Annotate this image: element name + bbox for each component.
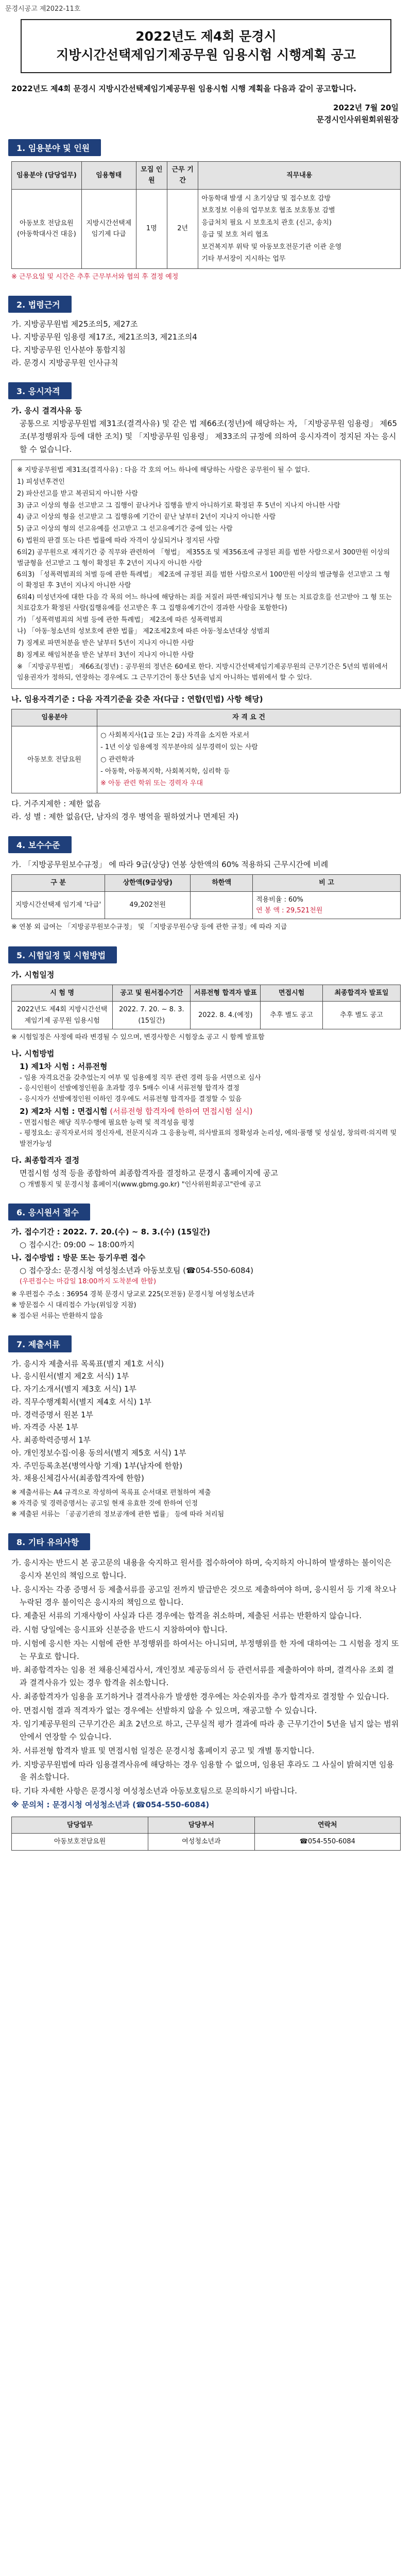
qualification-table: [11, 709, 401, 793]
cell-period: 2년: [167, 189, 198, 268]
s4-a: 가. 「지방공무원보수규정」 에 따라 9급(상당) 연봉 상한액의 60% 적용하되 근무시간에 비례: [11, 860, 329, 870]
s6-a: 가. 접수기간 : 2022. 7. 20.(수) ~ 8. 3.(수) (15일간): [11, 1227, 211, 1237]
section-1: [0, 139, 412, 282]
cell-task: 아동보호전담요원: [12, 1834, 148, 1850]
col-dept: 담당부서: [148, 1817, 254, 1833]
section-2: [0, 296, 412, 369]
req-item: - 1년 이상 임용예정 직무분야의 실무경력이 있는 사람: [100, 743, 258, 752]
table-row: [12, 726, 401, 793]
col-phone: 연락처: [254, 1817, 400, 1833]
section-3-heading: 3. 응시자격: [8, 382, 72, 399]
col-lower: 하한액: [191, 875, 253, 891]
section-6: [0, 1204, 412, 1321]
note-line: 1) 피성년후견인: [17, 478, 65, 486]
section-3: [0, 382, 412, 823]
duty-item: 기타 부서장이 지시하는 업무: [201, 255, 286, 263]
section-7: [0, 1335, 412, 1520]
s6-a-time: ○ 접수시간: 09:00 ~ 18:00까지: [20, 1240, 135, 1250]
note-line: 5) 금고 이상의 형의 선고유예를 선고받고 그 선고유예기간 중에 있는 사람: [17, 525, 233, 533]
section-7-heading: 7. 제출서류: [8, 1335, 72, 1352]
duty-item: 보건복지부 위탁 및 아동보호전문기관 이관 운영: [201, 243, 342, 251]
s5-a: 가. 시험일정: [11, 970, 55, 980]
s5-b2-highlight: (서류전형 합격자에 한하여 면접시험 실시): [110, 1106, 253, 1116]
doc-item: 나. 응시원서(별지 제2호 서식) 1부: [11, 1371, 129, 1381]
law-item: 다. 지방공무원 인사분야 통합지침: [11, 345, 126, 354]
s6-b-mail: (우편접수는 마감일 18:00까지 도착분에 한함): [20, 1278, 157, 1286]
col-period: 근무 기간: [167, 162, 198, 190]
note-line: 3) 금고 이상의 형을 선고받고 그 집행이 끝나거나 집행을 받지 아니하기로 확정된 후 5년이 지나지 아니한 사람: [17, 501, 340, 510]
section-1-heading: 1. 임용분야 및 인원: [8, 139, 101, 156]
cell-lower: [191, 891, 253, 919]
cell-count: 1명: [136, 189, 167, 268]
notice-number: 문경시공고 제2022-11호: [5, 5, 81, 13]
list-item: - 응시인원이 선발예정인원을 초과할 경우 5배수 이내 서류전형 합격자 결정: [20, 1084, 239, 1093]
caution-item: 사. 최종합격자가 임용을 포기하거나 결격사유가 발생한 경우에는 차순위자를 추가 합격자로 결정할 수 있습니다.: [11, 1691, 389, 1701]
col-type: 임용형태: [81, 162, 136, 190]
s5-c-note: ○ 개별통지 및 문경시청 홈페이지(www.gbmg.go.kr) "인사위원회공고"란에 공고: [20, 1180, 262, 1189]
duty-item: 응급 및 보호 처리 협조: [201, 231, 268, 239]
caution-item: 가. 응시자는 반드시 본 공고문의 내용을 숙지하고 원서를 접수하여야 하며, 숙지하지 아니하여 발생하는 불이익은 응시자 본인의 책임으로 합니다.: [11, 1558, 392, 1581]
list-item: - 면접시험은 해당 직무수행에 필요한 능력 및 적격성을 평정: [20, 1118, 195, 1127]
s4-note: ※ 연봉 외 급여는 「지방공무원보수규정」 및 「지방공무원수당 등에 관한 규정」에 따라 지급: [11, 923, 287, 931]
note-line: ※ 「지방공무원법」 제66조(정년) : 공무원의 정년은 60세로 한다. 지방시간선택제임기제공무원의 근무기간은 5년의 범위에서 임용권자가 정하되, 연장하는 경우에도 그 근무기간이 통산 5년을 넘지 아니하는 범위에서 할 수 있다.: [17, 663, 388, 682]
section-8: [0, 1533, 412, 1850]
cell-type: 지방시간선택제 임기제 다급: [81, 189, 136, 268]
intro-text: 2022년도 제4회 문경시 지방시간선택제임기제공무원 임용시험 시행 계획을 다음과 같이 공고합니다.: [11, 83, 356, 93]
s3-b: 나. 임용자격기준 : 다음 자격기준을 갖춘 자(다급 : 연합(민법) 사항 해당): [11, 694, 263, 704]
doc-item: 다. 자기소개서(별지 제3호 서식) 1부: [11, 1384, 137, 1394]
col-interview: 면접시험: [261, 985, 323, 1001]
note-item: 연 봉 액 : 29,521천원: [256, 906, 323, 914]
caution-item: 마. 시험에 응시한 자는 시험에 관한 부정행위를 하여서는 아니되며, 부정행위를 한 자에 대하여는 그 시험을 정지 또는 무효로 합니다.: [11, 1638, 399, 1661]
notice-org: 문경시인사위원회위원장: [316, 114, 399, 124]
doc-item: 바. 자격증 사본 1부: [11, 1422, 79, 1432]
col-task: 담당업무: [12, 1817, 148, 1833]
section-5-heading: 5. 시험일정 및 시험방법: [8, 946, 117, 963]
s5-note: ※ 시험일정은 사정에 따라 변경될 수 있으며, 변경사항은 시험장소 공고 시 함께 발표함: [11, 1033, 265, 1042]
note-line: 8) 징계로 해임처분을 받은 날부터 3년이 지나지 아니한 사람: [17, 651, 194, 659]
req-item: - 아동학, 아동복지학, 사회복지학, 심리학 등: [100, 767, 230, 775]
cell-dept: 여성청소년과: [148, 1834, 254, 1850]
s6-b-place: ○ 접수장소: 문경시청 여성청소년과 아동보호팀 (☎054-550-6084): [20, 1265, 253, 1275]
title-line-1: 2022년도 제4회 문경시: [135, 29, 277, 44]
duty-item: 응급처치 필요 시 보호조치 관호 (신고, 송치): [201, 218, 332, 227]
doc-note: ※ 제출서류는 A4 규격으로 작성하여 목록표 순서대로 편철하여 제출: [11, 1489, 211, 1497]
doc-note: ※ 자격증 및 경력증명서는 공고일 현재 유효한 것에 한하여 인정: [11, 1499, 198, 1507]
cell-reqs: [97, 726, 401, 793]
s3-d: 라. 성 별 : 제한 없음(단, 남자의 경우 병역을 필하였거나 면제된 자): [11, 811, 238, 821]
s6-note2: ※ 방문접수 시 대리접수 가능(위임장 지참): [11, 1301, 136, 1309]
section-4: [0, 836, 412, 933]
caution-item: 카. 지방공무원법에 따라 임용결격사유에 해당하는 경우 임용할 수 없으며, 임용된 후라도 그 사실이 밝혀지면 임용을 취소합니다.: [11, 1759, 394, 1782]
s5-b1: 1) 제1차 시험 : 서류전형: [20, 1061, 108, 1071]
cell-name: 2022년도 제4회 지방시간선택제임기제 공무원 임용시험: [12, 1002, 113, 1029]
section-2-heading: 2. 법령근거: [8, 296, 72, 313]
cell-field: 아동보호 전담요원: [12, 726, 97, 793]
s5-b2: 2) 제2차 시험 : 면접시험: [20, 1106, 108, 1116]
s6-b: 나. 접수방법 : 방문 또는 등기우편 접수: [11, 1252, 146, 1262]
doc-item: 사. 최종학력증명서 1부: [11, 1435, 91, 1445]
disqualification-note: [11, 460, 401, 689]
s6-note3: ※ 접수된 서류는 반환하지 않음: [11, 1312, 104, 1320]
cell-kind: 지방시간선택제 임기제 '다급': [12, 891, 105, 919]
doc-item: 자. 주민등록초본(병역사항 기재) 1부(남자에 한함): [11, 1461, 183, 1470]
schedule-table: [11, 985, 401, 1029]
col-field: 임용분야: [12, 709, 97, 726]
cell-interview: 추후 별도 공고: [261, 1002, 323, 1029]
caution-item: 아. 면접시험 결과 적격자가 없는 경우에는 선발하지 않을 수 있으며, 재공고할 수 있습니다.: [11, 1705, 317, 1715]
salary-table: [11, 874, 401, 919]
col-note: 비 고: [253, 875, 401, 891]
cell-duties: [198, 189, 401, 268]
cell-note: [253, 891, 401, 919]
cell-final: 추후 별도 공고: [322, 1002, 400, 1029]
note-line: 6) 법원의 판결 또는 다른 법률에 따라 자격이 상실되거나 정지된 사람: [17, 537, 220, 545]
caution-item: 라. 시험 당일에는 응시표와 신분증을 반드시 지참하여야 합니다.: [11, 1625, 228, 1635]
cell-phone: ☎054-550-6084: [254, 1834, 400, 1850]
cell-field: 아동보호 전담요원 (아동학대사건 대응): [12, 189, 82, 268]
col-reqs: 자 격 요 건: [97, 709, 401, 726]
notice-date: 2022년 7월 20일: [333, 103, 399, 112]
table-row: [12, 1002, 401, 1029]
col-field: 임용분야 (담당업무): [12, 162, 82, 190]
title-line-2: 지방시간선택제임기제공무원 임용시험 시행계획 공고: [56, 47, 356, 63]
table-row: [12, 891, 401, 919]
cell-notice: 2022. 7. 20. ~ 8. 3. (15일간): [113, 1002, 191, 1029]
req-item: ○ 관련학과: [100, 755, 134, 764]
doc-item: 차. 채용신체검사서(최종합격자에 한함): [11, 1473, 144, 1483]
note-item: 적용비율 : 60%: [256, 895, 303, 904]
doc-item: 가. 응시자 제출서류 목록표(별지 제1호 서식): [11, 1359, 164, 1368]
position-table: [11, 161, 401, 269]
note-line: ※ 지방공무원법 제31조(결격사유) : 다음 각 호의 어느 하나에 해당하는 사람은 공무원이 될 수 없다.: [17, 466, 310, 474]
section-8-heading: 8. 기타 유의사항: [8, 1533, 90, 1550]
req-item: ※ 아동 관련 학위 또는 경력자 우대: [100, 779, 203, 788]
cell-doc: 2022. 8. 4.(예정): [191, 1002, 261, 1029]
col-name: 시 험 명: [12, 985, 113, 1001]
caution-item: 차. 서류전형 합격자 발표 및 면접시험 일정은 문경시청 홈페이지 공고 및 개별 통지합니다.: [11, 1745, 315, 1755]
duty-item: 아동학대 발생 시 초기상담 및 접수보호 감방: [201, 194, 331, 202]
col-upper: 상한액(9급상당): [105, 875, 191, 891]
s5-b: 나. 시험방법: [11, 1049, 55, 1059]
contact-table: [11, 1817, 401, 1851]
note-line: 6의3) 「성폭력범죄의 처벌 등에 관한 특례법」 제2조에 규정된 죄를 범한 사람으로서 100만원 이상의 벌금형을 선고받고 그 형이 확정된 후 3년이 지나지 아니한 사람: [17, 571, 390, 590]
note-line: 6의2) 공무원으로 재직기간 중 직무와 관련하여 「형법」 제355조 및 제356조에 규정된 죄를 범한 사람으로서 300만원 이상의 벌금형을 선고받고 그 형이 확정된 후 2년이 지나지 아니한 사람: [17, 548, 390, 567]
s3-a-body: 공통으로 지방공무원법 제31조(결격사유) 및 같은 법 제66조(정년)에 해당하는 자, 「지방공무원 임용령」 제65조(부정행위자 등에 대한 조치) 및 「지방공무원 임용령」 제33조의 규정에 의하여 응시자격이 정지된 자는 응시할 수 없습니다.: [20, 419, 397, 454]
law-item: 나. 지방공무원 임용령 제17조, 제21조의3, 제21조의4: [11, 332, 197, 342]
col-doc: 서류전형 합격자 발표: [191, 985, 261, 1001]
s1-note: ※ 근무요일 및 시간은 추후 근무부서와 협의 후 결정 예정: [11, 273, 179, 281]
caution-item: 바. 최종합격자는 임용 전 채용신체검사서, 개인정보 제공동의서 등 관련서류를 제출하여야 하며, 결격사유 조회 결과 결격사유가 있는 경우 합격을 취소합니다.: [11, 1665, 394, 1688]
table-row: [12, 1834, 401, 1850]
caution-item: 나. 응시자는 각종 증명서 등 제출서류를 공고일 전까지 발급받은 것으로 제출하여야 하며, 응시원서 등 기재 착오나 누락된 경우 불이익은 응시자의 책임으로 합니다.: [11, 1584, 397, 1607]
note-line: 나) 「아동·청소년의 성보호에 관한 법률」 제2조제2호에 따른 아동·청소년대상 성범죄: [17, 628, 270, 636]
list-item: - 임용 자격요건을 갖추었는지 여부 및 임용예정 직무 관련 경력 등을 서면으로 심사: [20, 1074, 261, 1082]
cell-upper: 49,202천원: [105, 891, 191, 919]
list-item: - 응시자가 선발예정인원 이하인 경우에도 서류전형 합격자를 결정할 수 있음: [20, 1095, 242, 1104]
law-item: 가. 지방공무원법 제25조의5, 제27조: [11, 319, 138, 329]
s5-c-body: 면접시험 성적 등을 종합하여 최종합격자를 결정하고 문경시 홈페이지에 공고: [20, 1168, 278, 1178]
note-line: 6의4) 미성년자에 대한 다음 각 목의 어느 하나에 해당하는 죄를 저질러 파면·해임되거나 형 또는 치료감호를 선고받아 그 형 또는 치료감호가 확정된 사람(집행유예를 선고받은 후 그 집행유예기간이 경과한 사람을 포함한다): [17, 594, 392, 612]
s5-c: 다. 최종합격자 결정: [11, 1156, 80, 1165]
note-line: 가) 「성폭력범죄의 처벌 등에 관한 특례법」 제2조에 따른 성폭력범죄: [17, 616, 222, 624]
col-duties: 직무내용: [198, 162, 401, 190]
s6-note: ※ 우편접수 주소 : 36954 경북 문경시 당교로 225(모전동) 문경시청 여성청소년과: [11, 1291, 254, 1299]
req-item: ○ 사회복지사(1급 또는 2급) 자격을 소지한 자로서: [100, 731, 249, 739]
doc-note: ※ 제출된 서류는 「공공기관의 정보공개에 관한 법률」 등에 따라 처리됨: [11, 1510, 225, 1518]
date-org: [0, 95, 412, 126]
doc-item: 라. 직무수행계획서(별지 제4호 서식) 1부: [11, 1397, 151, 1406]
col-notice: 공고 및 원서접수기간: [113, 985, 191, 1001]
title-box: [21, 19, 391, 73]
note-line: 2) 파산선고를 받고 복권되지 아니한 사람: [17, 489, 138, 498]
duty-item: 보호정보 이용의 업무보호 협조 보호통보 감별: [201, 207, 335, 215]
s3-c: 다. 거주지제한 : 제한 없음: [11, 799, 101, 808]
list-item: - 평정요소: 공직자로서의 정신자세, 전문지식과 그 응용능력, 의사발표의 정확성과 논리성, 예의·품행 및 성실성, 창의력·의지력 및 발전가능성: [20, 1129, 397, 1148]
col-kind: 구 분: [12, 875, 105, 891]
table-row: [12, 189, 401, 268]
caution-item: 자. 임기제공무원의 근무기간은 최초 2년으로 하고, 근무실적 평가 결과에 따라 총 근무기간이 5년을 넘지 않는 범위 안에서 연장할 수 있습니다.: [11, 1719, 399, 1742]
caution-item: 타. 기타 자세한 사항은 문경시청 여성청소년과 아동보호팀으로 문의하시기 바랍니다.: [11, 1786, 297, 1796]
s3-a: 가. 응시 결격사유 등: [11, 406, 82, 416]
col-final: 최종합격자 발표일: [322, 985, 400, 1001]
law-item: 라. 문경시 지방공무원 인사규칙: [11, 358, 118, 367]
section-4-heading: 4. 보수수준: [8, 836, 72, 853]
col-count: 모집 인원: [136, 162, 167, 190]
contact-note: ※ 문의처 : 문경시청 여성청소년과 (☎054-550-6084): [11, 1800, 210, 1809]
section-5: [0, 946, 412, 1190]
note-line: 7) 징계로 파면처분을 받은 날부터 5년이 지나지 아니한 사람: [17, 639, 194, 648]
section-6-heading: 6. 응시원서 접수: [8, 1204, 90, 1221]
page-title: [27, 27, 385, 65]
note-line: 4) 금고 이상의 형을 선고받고 그 집행유예 기간이 끝난 날부터 2년이 지나지 아니한 사람: [17, 513, 276, 521]
doc-item: 아. 개인정보수집·이용 동의서(별지 제5호 서식) 1부: [11, 1448, 186, 1458]
caution-item: 다. 제출된 서류의 기재사항이 사실과 다른 경우에는 합격을 취소하며, 제출된 서류는 반환하지 않습니다.: [11, 1611, 362, 1621]
doc-item: 마. 경력증명서 원본 1부: [11, 1410, 94, 1419]
